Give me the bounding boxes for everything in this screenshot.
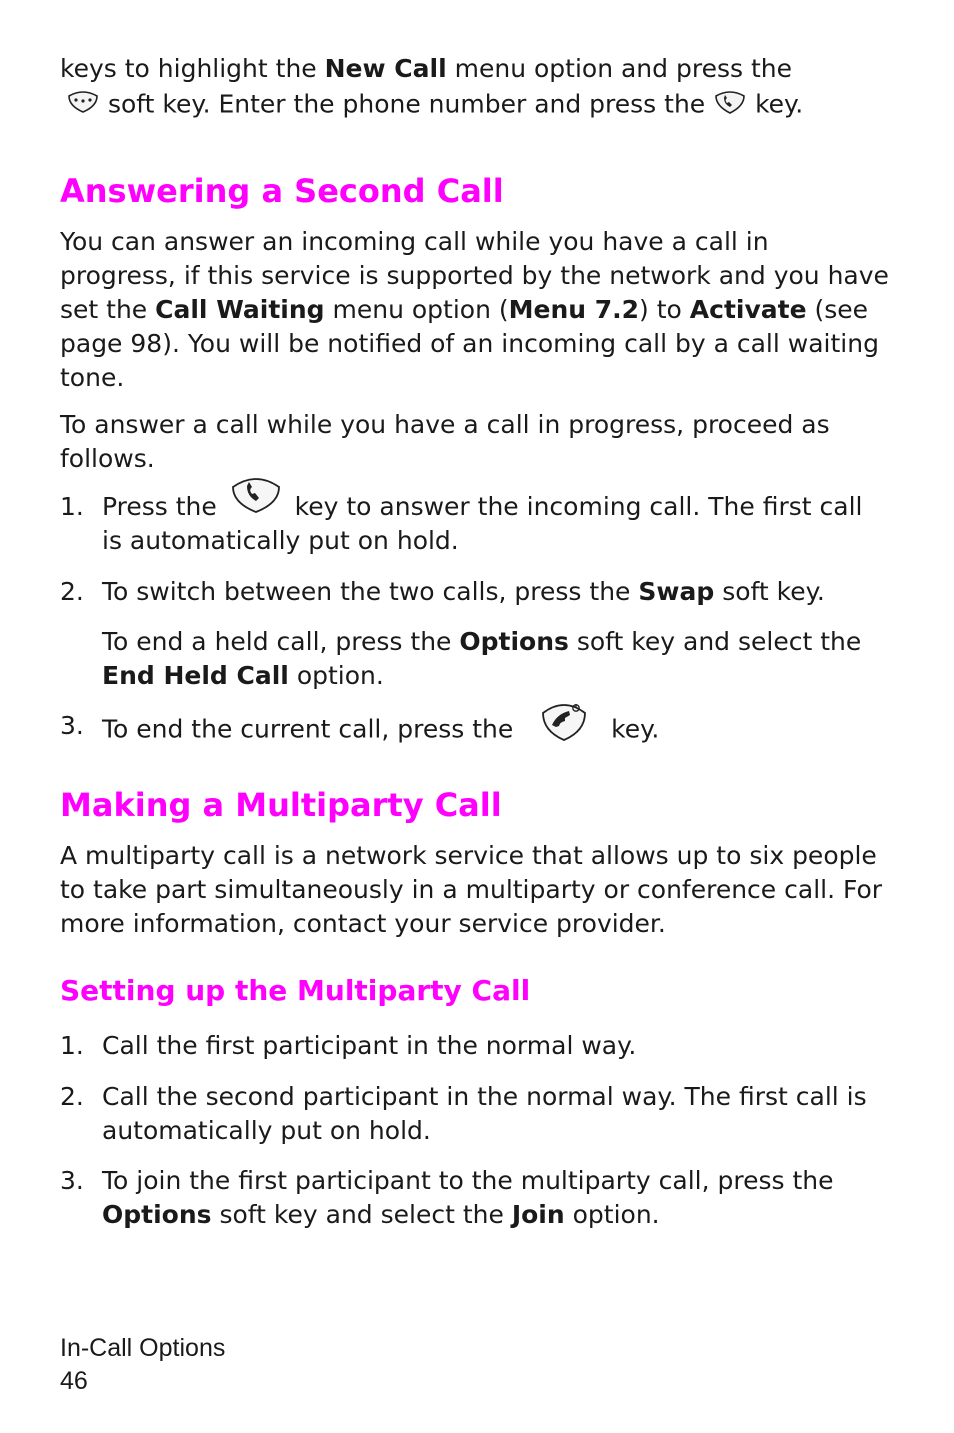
list-number: 3. — [60, 1166, 84, 1195]
list-text: Press the — [102, 492, 225, 521]
section-heading-multiparty: Making a Multiparty Call — [60, 786, 502, 824]
list-item — [60, 1080, 890, 1148]
intro-text: soft key. Enter the phone number and press the — [100, 89, 714, 119]
list-text: key. — [603, 714, 660, 744]
list-number: 1. — [60, 1031, 84, 1060]
paragraph-text: You can answer an incoming call while you have a call in progress, if this service is supported by the network and you have set the — [60, 227, 889, 324]
list-text: option. — [564, 1200, 660, 1229]
paragraph-text: ) to — [639, 295, 690, 324]
bold-join: Join — [511, 1200, 565, 1229]
list-text: soft key. — [714, 577, 825, 606]
list-text: soft key and select the — [211, 1200, 512, 1229]
list-text: key to answer the incoming call. The first call is automatically put on hold. — [102, 492, 863, 555]
list-text: To end the current call, press the — [102, 714, 522, 744]
bold-swap: Swap — [638, 577, 715, 606]
multiparty-paragraph: A multiparty call is a network service that allows up to six people to take part simultaneously in a multiparty or conference call. For more information, contact your service provider. — [60, 841, 883, 938]
page-footer — [60, 1332, 225, 1398]
answering-procedure-intro: To answer a call while you have a call in progress, proceed as follows. — [60, 410, 830, 473]
list-item — [60, 490, 890, 558]
send-key-icon — [713, 86, 747, 125]
soft-key-icon — [66, 88, 100, 123]
paragraph-text: menu option ( — [324, 295, 509, 324]
intro-text: keys to highlight the — [60, 54, 325, 83]
list-text: soft key and select the — [568, 627, 862, 656]
answering-paragraph — [60, 225, 890, 395]
subsection-heading-setup: Setting up the Multiparty Call — [60, 974, 531, 1007]
list-number: 3. — [60, 711, 84, 740]
section-heading-answering: Answering a Second Call — [60, 172, 504, 210]
bold-options: Options — [459, 627, 569, 656]
list-item — [60, 1029, 890, 1063]
list-text: Call the first participant in the normal way. — [102, 1031, 637, 1060]
list-text: To switch between the two calls, press the — [102, 577, 639, 606]
send-key-icon — [229, 471, 283, 524]
end-key-icon — [539, 695, 589, 752]
list-number: 1. — [60, 492, 84, 521]
intro-paragraph — [60, 52, 890, 125]
bold-options: Options — [102, 1200, 212, 1229]
list-text: option. — [288, 661, 384, 690]
list-number: 2. — [60, 577, 84, 606]
footer-section-name: In-Call Options — [60, 1334, 226, 1362]
page-number: 46 — [60, 1367, 88, 1395]
list-item — [60, 575, 890, 693]
intro-text: menu option and press the — [446, 54, 792, 83]
bold-activate: Activate — [689, 295, 807, 324]
list-number: 2. — [60, 1082, 84, 1111]
list-text: Call the second participant in the normal way. The first call is automatically put on hold. — [102, 1082, 867, 1145]
paragraph-text: (see page 98). You will be notified of an incoming call by a call waiting tone. — [60, 295, 879, 392]
list-text: To end a held call, press the — [102, 627, 460, 656]
bold-menu-ref: Menu 7.2 — [508, 295, 640, 324]
list-item — [60, 709, 890, 752]
list-text: To join the first participant to the multiparty call, press the — [102, 1166, 834, 1195]
page-content — [60, 52, 890, 1232]
bold-end-held-call: End Held Call — [102, 661, 289, 690]
intro-text: key. — [747, 89, 804, 119]
list-note — [102, 625, 890, 693]
bold-call-waiting: Call Waiting — [155, 295, 325, 324]
intro-bold-new-call: New Call — [324, 54, 447, 83]
list-item — [60, 1164, 890, 1232]
